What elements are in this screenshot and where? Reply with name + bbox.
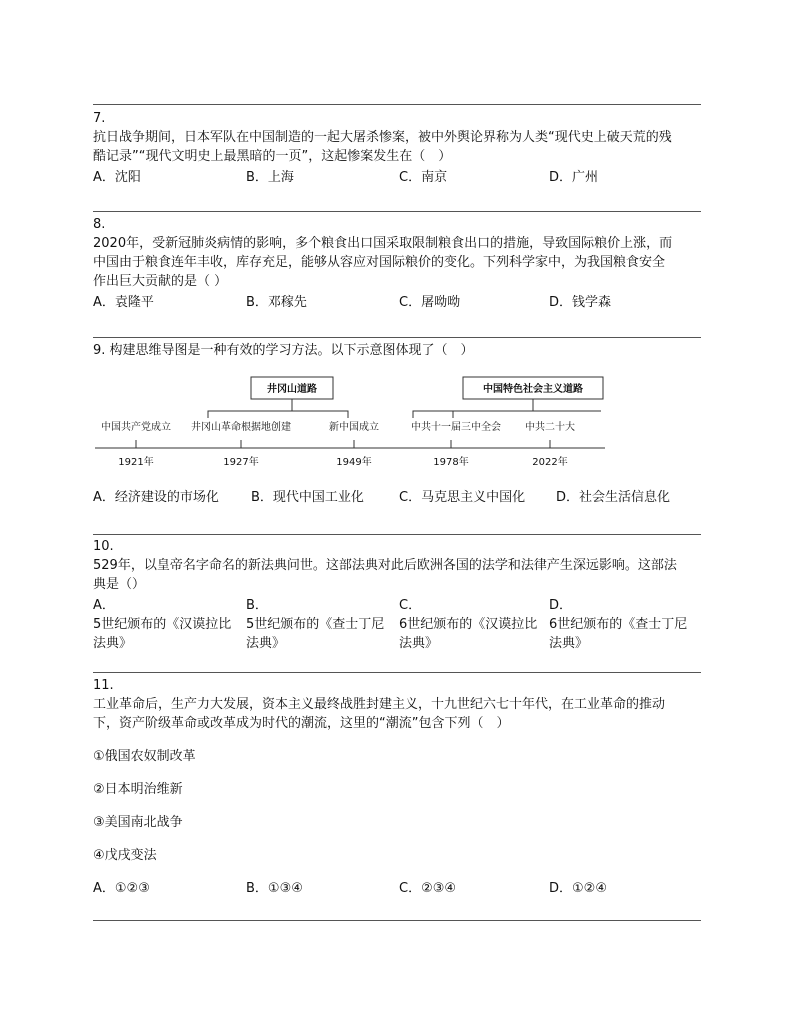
option-b[interactable]: B．现代中国工业化	[251, 490, 364, 505]
option-text: 法典》	[549, 636, 589, 651]
timeline-diagram	[93, 370, 613, 480]
option-a[interactable]	[93, 596, 243, 653]
option-d[interactable]	[549, 596, 699, 653]
option-letter: D．	[549, 598, 573, 613]
question-stem: 作出巨大贡献的是（ ）	[93, 274, 228, 289]
statement-item: ③美国南北战争	[93, 815, 183, 830]
option-a[interactable]: A．沈阳	[93, 170, 141, 185]
question-9-options	[93, 486, 701, 508]
option-b[interactable]: B．上海	[246, 170, 294, 185]
option-text: 法典》	[246, 636, 286, 651]
question-stem: 529年，以皇帝名字命名的新法典问世。这部法典对此后欧洲各国的法学和法律产生深远影响。这部法	[93, 558, 677, 573]
question-stem: 2020年，受新冠肺炎病情的影响，多个粮食出口国采取限制粮食出口的措施，导致国际粮价上涨，而	[93, 236, 673, 251]
option-b[interactable]: B．①③④	[246, 881, 303, 896]
box-jinggangshan-label: 井冈山道路	[267, 384, 317, 395]
question-7	[93, 109, 701, 188]
option-d[interactable]: D．钱学森	[549, 295, 612, 310]
event-label: 新中国成立	[329, 422, 379, 433]
box-socialism-road-label: 中国特色社会主义道路	[483, 384, 583, 395]
question-number: 8.	[93, 217, 106, 232]
question-stem: 典是（）	[93, 577, 146, 592]
question-stem: 工业革命后，生产力大发展，资本主义最终战胜封建主义，十九世纪六七十年代，在工业革命的推动	[93, 697, 666, 712]
separator-line	[93, 211, 701, 212]
question-stem: 下，资产阶级革命或改革成为时代的潮流，这里的“潮流”包含下列（ ）	[93, 716, 510, 731]
option-c[interactable]: C．南京	[399, 170, 448, 185]
year-label: 2022年	[532, 457, 568, 468]
option-a[interactable]: A．经济建设的市场化	[93, 490, 219, 505]
year-label: 1921年	[118, 457, 154, 468]
question-10	[93, 537, 701, 656]
option-b[interactable]: B．邓稼先	[246, 295, 307, 310]
option-letter: C．	[399, 598, 422, 613]
option-c[interactable]: C．屠呦呦	[399, 295, 461, 310]
option-row	[93, 879, 701, 899]
statement-item: ④戊戌变法	[93, 848, 157, 863]
separator-line	[93, 672, 701, 673]
question-number: 11.	[93, 678, 114, 693]
event-label: 中国共产党成立	[101, 422, 171, 433]
statement-item: ②日本明治维新	[93, 782, 183, 797]
question-11	[93, 676, 701, 899]
option-text: 法典》	[93, 636, 133, 651]
option-row	[93, 488, 701, 508]
option-row	[93, 168, 701, 188]
separator-line	[93, 534, 701, 535]
separator-line	[93, 337, 701, 338]
option-c[interactable]	[399, 596, 549, 653]
question-stem: 9. 构建思维导图是一种有效的学习方法。以下示意图体现了（ ）	[93, 343, 474, 358]
year-label: 1949年	[336, 457, 372, 468]
year-label: 1927年	[223, 457, 259, 468]
option-row	[93, 293, 701, 313]
option-a[interactable]: A．①②③	[93, 881, 150, 896]
question-8	[93, 215, 701, 313]
question-stem: 中国由于粮食连年丰收，库存充足，能够从容应对国际粮价的变化。下列科学家中，为我国粮食安全	[93, 255, 666, 270]
question-number: 10.	[93, 539, 114, 554]
option-b[interactable]	[246, 596, 396, 653]
option-c[interactable]: C．马克思主义中国化	[399, 490, 526, 505]
question-number: 7.	[93, 111, 106, 126]
event-label: 中共二十大	[525, 422, 575, 433]
question-stem: 酷记录”“现代文明史上最黑暗的一页”，这起惨案发生在（ ）	[93, 149, 452, 164]
option-d[interactable]: D．社会生活信息化	[556, 490, 671, 505]
question-stem: 抗日战争期间，日本军队在中国制造的一起大屠杀惨案，被中外舆论界称为人类“现代史上破天荒的残	[93, 130, 672, 145]
option-text: 6世纪颁布的《汉谟拉比	[399, 617, 538, 632]
option-letter: B．	[246, 598, 268, 613]
statement-item: ①俄国农奴制改革	[93, 749, 196, 764]
event-label: 中共十一届三中全会	[411, 422, 501, 433]
option-d[interactable]: D．①②④	[549, 881, 607, 896]
option-a[interactable]: A．袁隆平	[93, 295, 154, 310]
event-label: 井冈山革命根据地创建	[191, 422, 291, 433]
separator-line	[93, 104, 701, 105]
option-c[interactable]: C．②③④	[399, 881, 457, 896]
option-text: 6世纪颁布的《查士丁尼	[549, 617, 688, 632]
option-text: 5世纪颁布的《查士丁尼	[246, 617, 385, 632]
question-9	[93, 341, 701, 360]
option-text: 5世纪颁布的《汉谟拉比	[93, 617, 232, 632]
separator-line	[93, 920, 701, 921]
option-grid	[93, 596, 701, 656]
option-letter: A．	[93, 598, 115, 613]
option-text: 法典》	[399, 636, 439, 651]
option-d[interactable]: D．广州	[549, 170, 599, 185]
year-label: 1978年	[433, 457, 469, 468]
